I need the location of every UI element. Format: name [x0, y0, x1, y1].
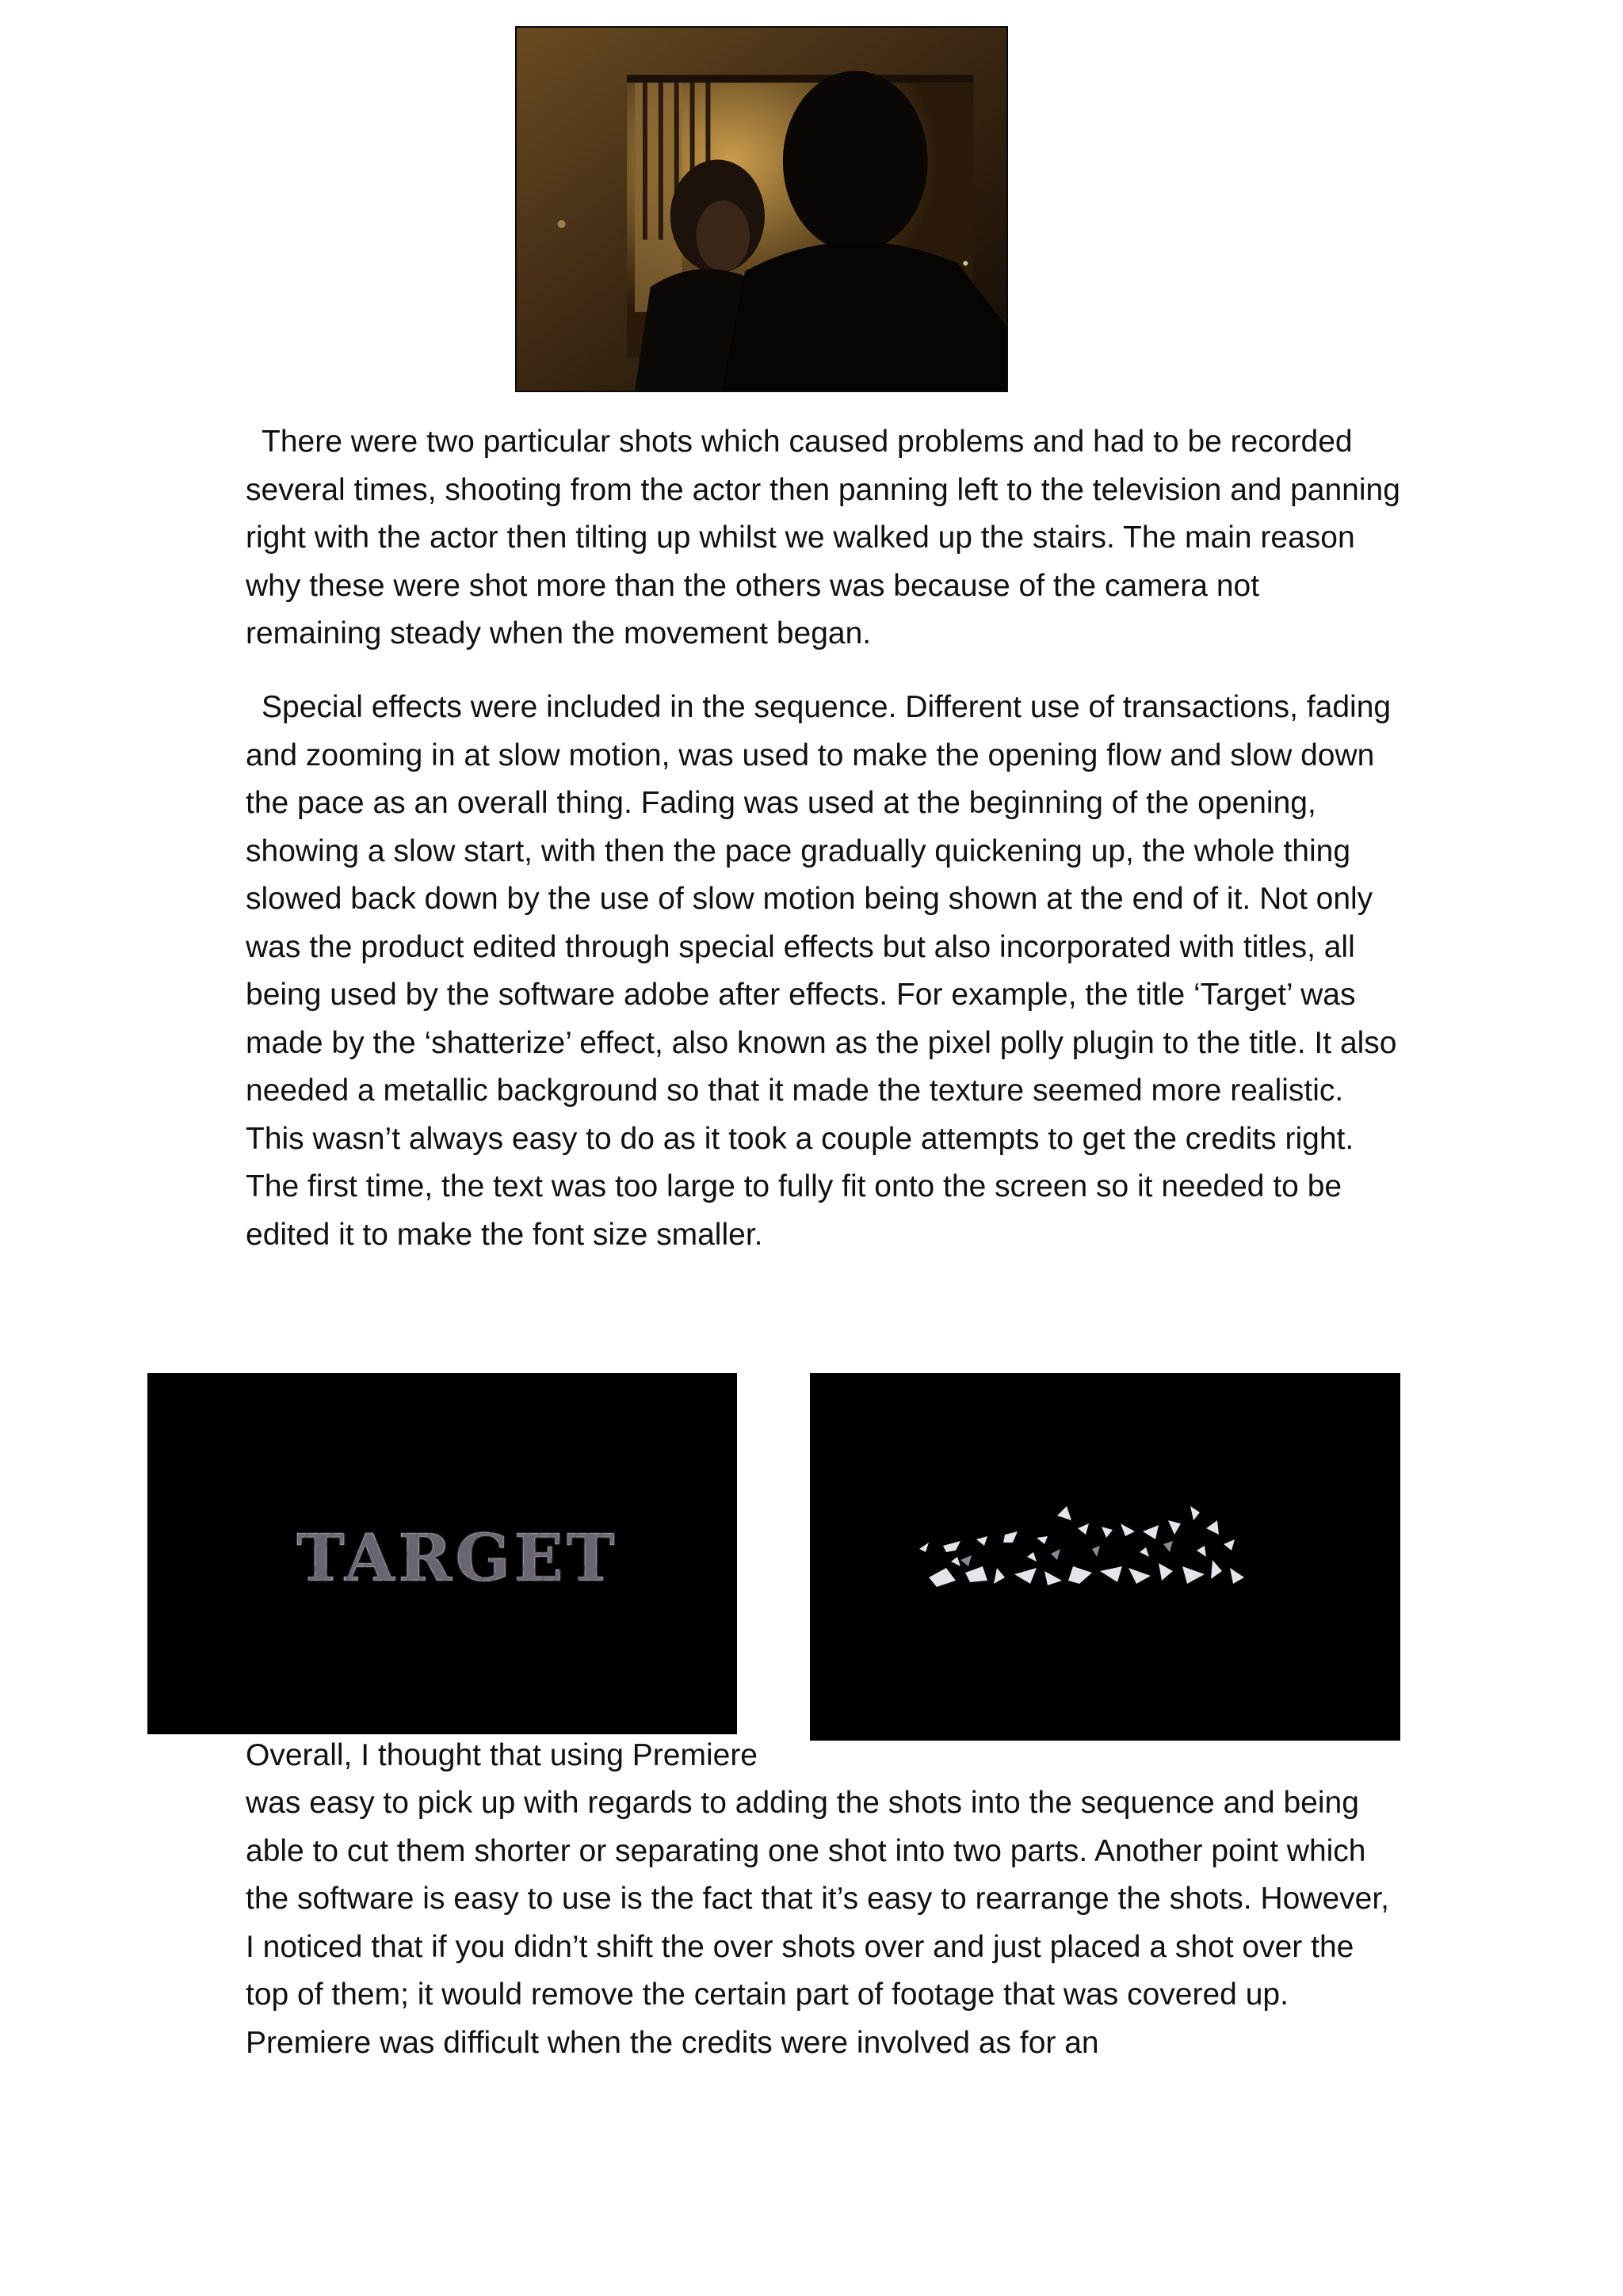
target-title-text: TARGET: [147, 1520, 737, 1596]
paragraph-premiere-continued: was easy to pick up with regards to adding the shots into the sequence and being able to cut them shorter or separating one shot into two parts. Another point which the software is easy to use is the fact that it’s easy to rearrange the shots. However, I noticed that if you didn’t shift the over shots over and just placed a shot over the top of them; it would remove the certain part of footage that was covered up. Premiere was difficult when the credits were involved as for an: [246, 1786, 1390, 2060]
paragraph-special-effects: Special effects were included in the sequence. Different use of transactions, fading and zooming in at slow motion, was used to make the opening flow and slow down the pace as an overall thing. Fading was used at the beginning of the opening, showing a slow start, with then the pace gradually quickening up, the whole thing slowed back down by the use of slow motion being shown at the end of it. Not only was the product edited through special effects but also incorporated with titles, all being used by the software adobe after effects. For example, the title ‘Target’ was made by the ‘shatterize’ effect, also known as the pixel polly plugin to the title. It also needed a metallic background so that it made the texture seemed more realistic. This wasn’t always easy to do as it took a couple attempts to get the credits right. The first time, the text was too large to fully fit onto the screen so it needed to be edited it to make the font size smaller.: [246, 690, 1397, 1252]
film-still-hallway: [515, 26, 1008, 392]
shattered-fragments-image: [810, 1373, 1400, 1741]
title-frame-shattered: [810, 1373, 1400, 1741]
title-frame-target: [147, 1373, 737, 1734]
film-still-image: [517, 28, 1006, 391]
paragraph-premiere-first-line: Overall, I thought that using Premiere: [246, 1738, 758, 1772]
paragraph-shots-problems: There were two particular shots which caused problems and had to be recorded several times, shooting from the actor then panning left to the television and panning right with the actor then tilting up whilst we walked up the stairs. The main reason why these were shot more than the others was because of the camera not remaining steady when the movement began.: [246, 425, 1400, 650]
